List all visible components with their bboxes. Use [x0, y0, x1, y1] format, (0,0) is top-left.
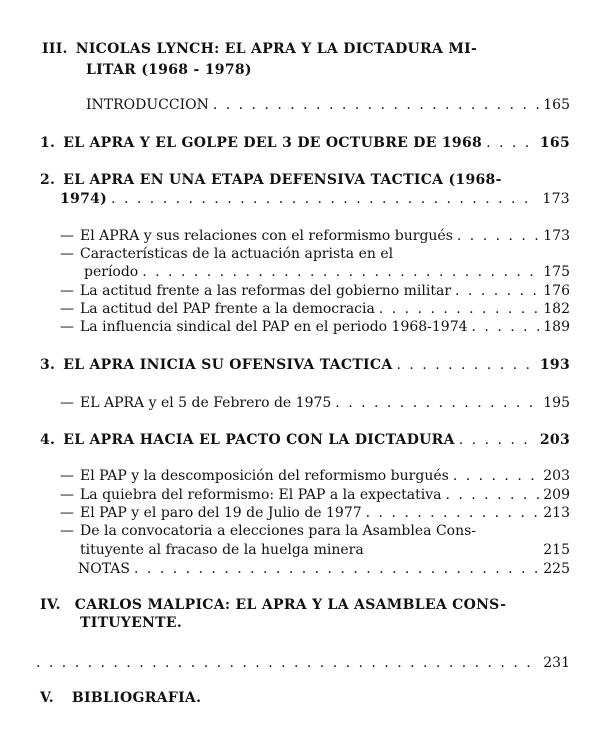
- entry-label: EL APRA Y EL GOLPE DEL 3 DE OCTUBRE DE 1968: [63, 135, 483, 151]
- dash-marker: —: [60, 395, 74, 411]
- entry-label: La quiebra del reformismo: El PAP a la expectativa: [80, 487, 442, 503]
- entry-label: El PAP y el paro del 19 de Julio de 1977: [80, 505, 362, 521]
- entry-label: Características de la actuación aprista en el: [80, 246, 394, 262]
- section-iv-heading-cont: [80, 615, 182, 632]
- dot-leader: [459, 432, 536, 449]
- dot-leader: [457, 228, 539, 245]
- page-number: 165: [543, 97, 570, 113]
- page-number: 231: [543, 655, 570, 671]
- toc-entry-introduccion[interactable]: [86, 97, 570, 114]
- dot-leader: [453, 468, 539, 485]
- toc-subentry[interactable]: [60, 319, 570, 336]
- toc-subentry[interactable]: [60, 228, 570, 245]
- entry-number: 4.: [40, 432, 56, 448]
- toc-subentry[interactable]: [60, 505, 570, 522]
- page-number: 193: [539, 357, 570, 373]
- entry-number: 2.: [40, 172, 56, 188]
- toc-entry-2[interactable]: [40, 172, 540, 189]
- dash-marker: —: [60, 505, 74, 521]
- entry-label: La influencia sindical del PAP en el periodo 1968-1974: [80, 319, 468, 335]
- toc-subentry-cont[interactable]: [80, 542, 570, 559]
- section-number: III.: [42, 41, 68, 57]
- dash-marker: —: [60, 468, 74, 484]
- toc-entry-4[interactable]: [40, 432, 570, 449]
- entry-label: EL APRA HACIA EL PACTO CON LA DICTADURA: [63, 432, 455, 448]
- entry-label: NOTAS: [78, 561, 131, 577]
- toc-subentry[interactable]: [60, 395, 570, 412]
- page-number: 213: [543, 505, 570, 521]
- entry-label-cont: 1974): [60, 191, 108, 207]
- entry-number: 3.: [40, 357, 56, 373]
- toc-subentry[interactable]: [60, 487, 570, 504]
- page-number: 175: [543, 264, 570, 280]
- entry-label-cont: tituyente al fracaso de la huelga minera: [80, 542, 364, 558]
- section-iv-page-line[interactable]: [36, 655, 570, 672]
- page-number: 189: [543, 319, 570, 335]
- entry-label: EL APRA y el 5 de Febrero de 1975: [80, 395, 332, 411]
- toc-subentry[interactable]: [60, 301, 570, 318]
- dot-leader: [335, 395, 539, 412]
- dot-leader: [366, 505, 540, 522]
- page-number: 209: [543, 487, 570, 503]
- entry-label: De la convocatoria a elecciones para la Asamblea Cons-: [80, 523, 477, 539]
- dot-leader: [379, 301, 539, 318]
- page-number: 173: [543, 228, 570, 244]
- section-title: CARLOS MALPICA: EL APRA Y LA ASAMBLEA CONS-: [74, 597, 507, 613]
- section-number: V.: [40, 690, 54, 706]
- page-number: 165: [539, 135, 570, 151]
- section-v-heading[interactable]: [40, 690, 201, 707]
- entry-number: 1.: [40, 135, 56, 151]
- section-iii-heading: [42, 41, 542, 58]
- dot-leader: [445, 487, 539, 504]
- section-title-cont: LITAR (1968 - 1978): [86, 62, 252, 78]
- dash-marker: —: [60, 246, 74, 262]
- entry-label: La actitud del PAP frente a la democracia: [80, 301, 375, 317]
- section-title: BIBLIOGRAFIA.: [71, 690, 202, 706]
- dot-leader: [134, 561, 539, 578]
- entry-label: EL APRA INICIA SU OFENSIVA TACTICA: [63, 357, 393, 373]
- toc-entry-2-cont[interactable]: [60, 191, 570, 208]
- toc-entry-notas[interactable]: [78, 561, 570, 578]
- entry-label: La actitud frente a las reformas del gobierno militar: [80, 283, 452, 299]
- entry-label-cont: período: [84, 264, 139, 280]
- dash-marker: —: [60, 283, 74, 299]
- section-title-cont: TITUYENTE.: [80, 615, 183, 631]
- dash-marker: —: [60, 319, 74, 335]
- dot-leader: [472, 319, 540, 336]
- dot-leader: [142, 264, 539, 281]
- section-number: IV.: [40, 597, 61, 613]
- page-number: 195: [543, 395, 570, 411]
- dash-marker: —: [60, 228, 74, 244]
- dot-leader: [36, 655, 539, 672]
- page-number: 215: [543, 542, 570, 558]
- page-number: 176: [543, 283, 570, 299]
- dot-leader: [455, 283, 539, 300]
- dash-marker: —: [60, 523, 74, 539]
- section-title: NICOLAS LYNCH: EL APRA Y LA DICTADURA MI-: [75, 41, 478, 57]
- page-number: 203: [543, 468, 570, 484]
- dot-leader: [111, 191, 538, 208]
- toc-entry-3[interactable]: [40, 357, 570, 374]
- entry-label: INTRODUCCION: [86, 97, 209, 113]
- toc-subentry[interactable]: [60, 246, 540, 263]
- dash-marker: —: [60, 301, 74, 317]
- entry-label: EL APRA EN UNA ETAPA DEFENSIVA TACTICA (1968-: [63, 172, 502, 188]
- dash-marker: —: [60, 487, 74, 503]
- dot-leader: [397, 357, 536, 374]
- section-iii-heading-cont: [86, 62, 252, 79]
- page-number: 203: [539, 432, 570, 448]
- toc-subentry[interactable]: [60, 523, 540, 540]
- dot-leader: [486, 135, 536, 152]
- toc-subentry-cont[interactable]: [84, 264, 570, 281]
- dot-leader: [213, 97, 539, 114]
- toc-entry-1[interactable]: [40, 135, 570, 152]
- page-number: 225: [543, 561, 570, 577]
- toc-subentry[interactable]: [60, 468, 570, 485]
- entry-label: El PAP y la descomposición del reformismo burgués: [80, 468, 449, 484]
- toc-subentry[interactable]: [60, 283, 570, 300]
- page-number: 182: [543, 301, 570, 317]
- entry-label: El APRA y sus relaciones con el reformismo burgués: [80, 228, 453, 244]
- page-number: 173: [542, 191, 570, 207]
- section-iv-heading[interactable]: [40, 597, 550, 614]
